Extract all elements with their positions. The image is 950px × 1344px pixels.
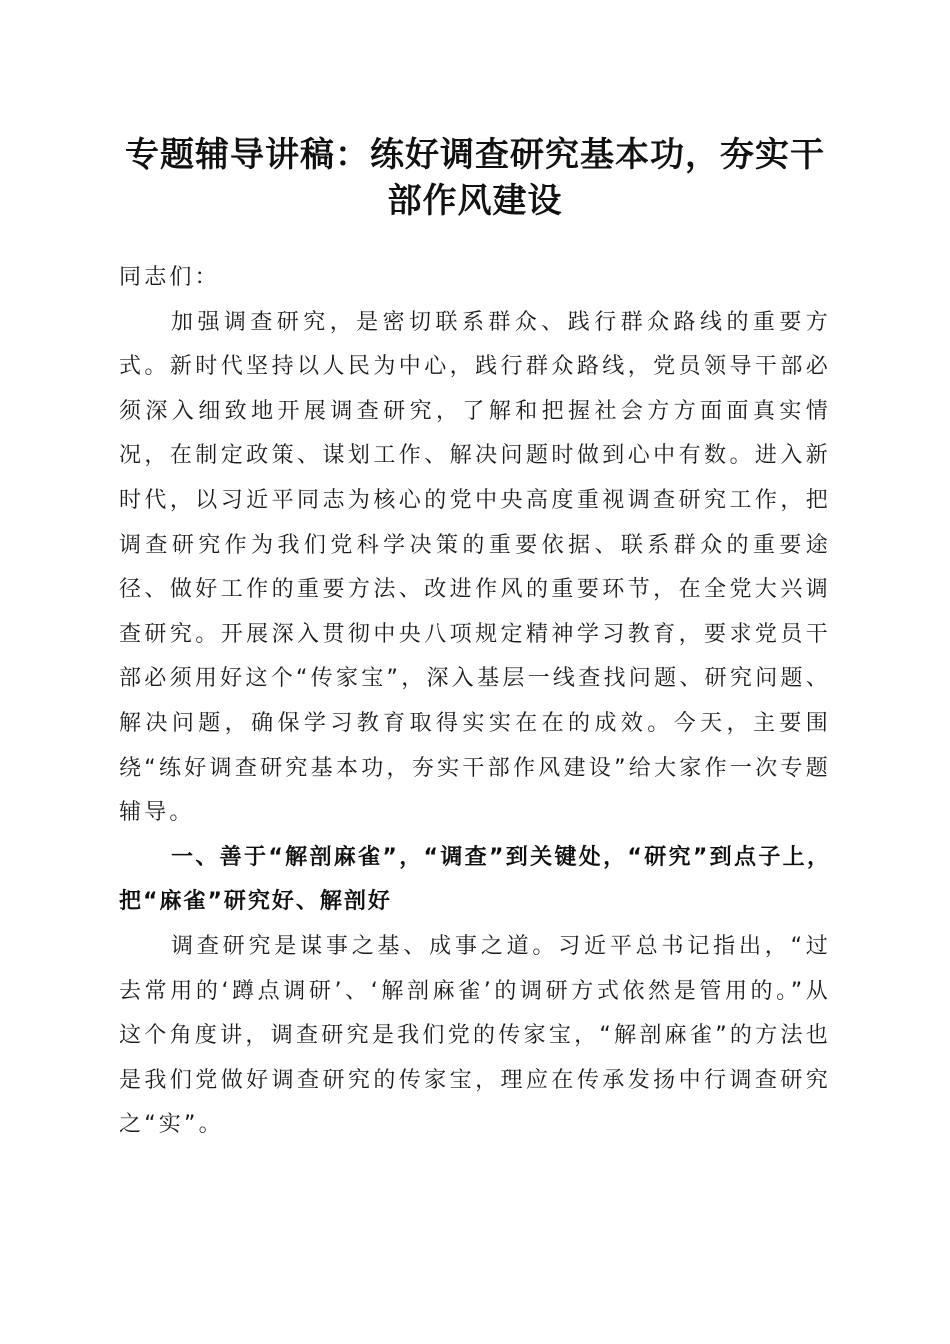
section-heading: 一、善于“解剖麻雀”，“调查”到关键处，“研究”到点子上，把“麻雀”研究好、解剖好	[119, 844, 831, 915]
section-paragraph: 调查研究是谋事之基、成事之道。习近平总书记指出，“过去常用的‘蹲点调研’、‘解剖麻雀’的调研方式依然是管用的。”从这个角度讲，调查研究是我们党的传家宝，“解剖麻雀”的方法也是我们党做好调查研究的传家宝，理应在传承发扬中行调查研究之“实”。	[119, 933, 831, 1138]
intro-paragraph: 加强调查研究，是密切联系群众、践行群众路线的重要方式。新时代坚持以人民为中心，践行群众路线，党员领导干部必须深入细致地开展调查研究，了解和把握社会方方面面真实情况，在制定政策、谋划工作、解决问题时做到心中有数。进入新时代，以习近平同志为核心的党中央高度重视调查研究工作，把调查研究作为我们党科学决策的重要依据、联系群众的重要途径、做好工作的重要方法、改进作风的重要环节，在全党大兴调查研究。开展深入贯彻中央八项规定精神学习教育，要求党员干部必须用好这个“传家宝”，深入基层一线查找问题、研究问题、解决问题，确保学习教育取得实实在在的成效。今天，主要围绕“练好调查研究基本功，夯实干部作风建设”给大家作一次专题辅导。	[119, 309, 831, 826]
document-title: 专题辅导讲稿：练好调查研究基本功，夯实干部作风建设	[125, 135, 825, 221]
salutation: 同志们：	[119, 265, 220, 290]
document-body	[119, 256, 831, 1148]
